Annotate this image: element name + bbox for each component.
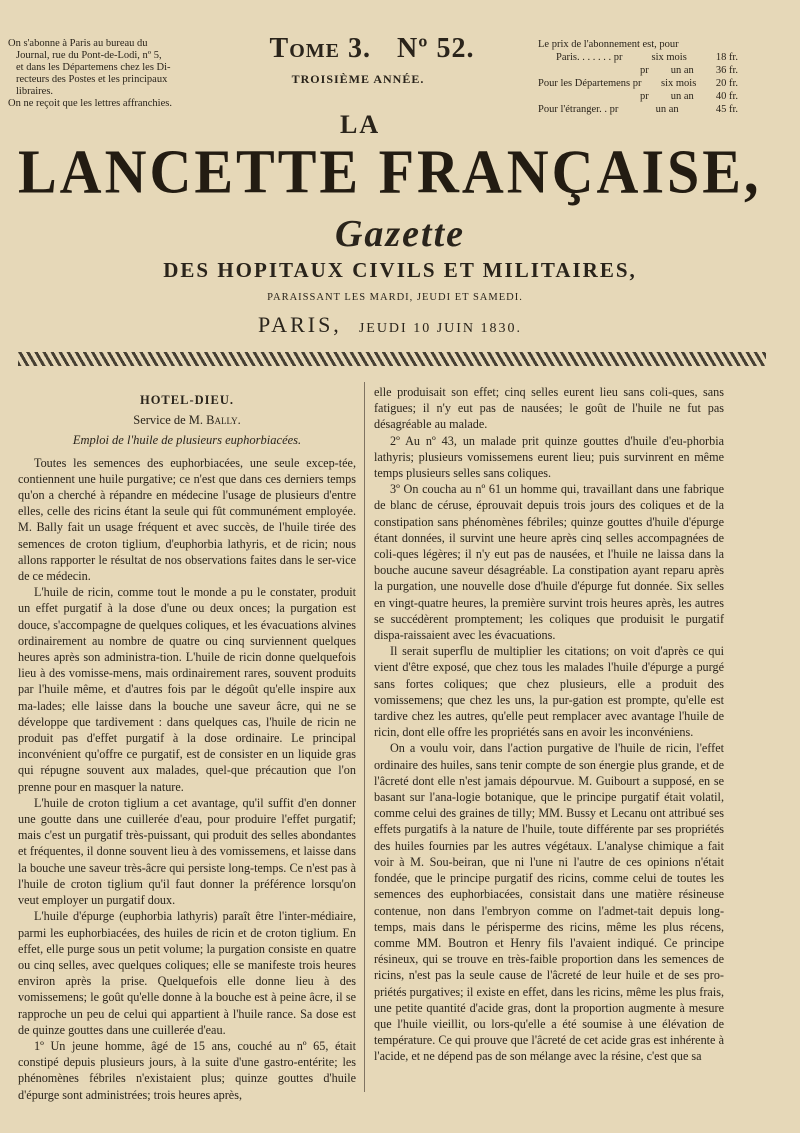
subscription-line: On s'abonne à Paris au bureau du <box>8 38 148 49</box>
article-paragraph: 3º On coucha au nº 61 un homme qui, travaillant dans une fabrique de blanc de céruse, éprouvait depuis trois jours des coliques et de la constipation sans phénomènes fébriles; quinze gouttes d'huile d'épurge étant données, il survint une heure après cinq selles accompagnées de coli-ques légères; il n'y eut pas de nausées, et l'huile ne laissa dans la bouche aucune saveur désagréable. La constipation ayant reparu après la purgation, une nouvelle dose d'huile d'épurge fut donnée. Six selles en vingt-quatre heures, la première survint trois heures après, les autres se succédèrent promptement; les coliques que produisit le purgatif dispa-raissaient avec les évacuations. <box>374 482 724 643</box>
service-name: Bally. <box>206 413 241 428</box>
price-term: un an <box>655 104 679 115</box>
ornamental-divider <box>18 352 766 366</box>
price-amount: 18 fr. <box>715 52 738 63</box>
dateline-date: JEUDI 10 JUIN 1830. <box>358 321 523 336</box>
article-column-right <box>374 384 724 1065</box>
article-paragraph: L'huile de ricin, comme tout le monde a pu le constater, produit un effet purgatif à la dose d'une ou deux onces; la purgation est douce, s'accompagne de quelques coliques, et les évacuations alvines ordinairement au nombre de quatre ou cinq surviennent quelques heures après son administra-tion. L'huile de ricin donne quelquefois lieu à des vomisse-mens, mais ordinairement rares, souvent produits par l'huile même, et d'autres fois par le dégoût qu'elle inspire aux ma-lades; elle laisse dans la bouche une saveur âcre, qui ne se développe que tardivement : dans quelques cas, l'huile de ricin ne produit pas d'effet purgatif à la dose ordinaire. Le principal inconvénient qu'offre ce purgatif, est de consister en un liquide gras qui répugne souvent aux malades, quel-que précaution que l'on prenne pour en masquer la nature. <box>18 585 356 794</box>
subscription-line: et dans les Départemens chez les Di- <box>16 62 171 73</box>
article-paragraph: 1º Un jeune homme, âgé de 15 ans, couché au nº 65, était constipé depuis plusieurs jours, à la suite d'une gastro-entérite; les phénomènes fébriles n'existaient plus; quinze gouttes d'huile d'épurge sont administrées; trois heures après, <box>18 1038 356 1102</box>
subscription-info <box>8 38 208 110</box>
article-paragraph: Toutes les semences des euphorbiacées, une seule excep-tée, contiennent une huile purgative; ce n'est que dans ces derniers temps qu'on a cherché à répandre en médecine l'usage de plusieurs d'entre elles, celle des ricins étant la seule qui fût communément employée. M. Bally fait un usage fréquent et avec succès, de l'huile tirée des semences de croton tiglium, d'euphorbia lathyris, et de ricin; nous allons rapporter le résultat de nos observations faites dans le ser-vice de ce médecin. <box>18 455 356 584</box>
price-table <box>538 38 738 116</box>
price-term: un an <box>670 65 694 76</box>
article-paragraph: L'huile de croton tiglium a cet avantage, qu'il suffit d'en donner une goutte dans une cuillerée d'eau, pour produire l'effet purgatif; mais c'est un purgatif très-puissant, qui produit des selles abondantes et fréquentes, il donne souvent lieu à des vomissemens, et laisse dans la bouche une saveur très-âcre qui persiste long-temps. Ce n'est pas à l'huile de croton tiglium qu'il faut donner la préférence lorsqu'on veut employer un purgatif doux. <box>18 795 356 908</box>
title-article: LA <box>340 110 381 139</box>
price-place: Paris. . . . . . . pr <box>556 52 623 63</box>
newspaper-title: LANCETTE FRANÇAISE, <box>18 136 762 207</box>
issue-number-block <box>262 34 482 87</box>
article-column-left <box>18 384 356 1103</box>
service-line <box>18 412 356 428</box>
price-term: un an <box>670 91 694 102</box>
issue-number: Nº 52. <box>396 33 475 64</box>
newspaper-subtitle: DES HOPITAUX CIVILS ET MILITAIRES, <box>163 258 637 282</box>
dateline-city: PARIS, <box>257 312 342 337</box>
publication-schedule: PARAISSANT LES MARDI, JEUDI ET SAMEDI. <box>267 292 523 303</box>
price-row <box>538 103 738 116</box>
price-amount: 36 fr. <box>715 65 738 76</box>
section-title: HOTEL-DIEU. <box>139 393 234 407</box>
price-term: six mois <box>661 78 697 89</box>
volume-number: Tome 3. <box>269 33 371 64</box>
price-amount: 40 fr. <box>715 91 738 102</box>
price-row <box>538 90 738 103</box>
price-place: Pour les Départemens pr <box>538 78 642 89</box>
article-paragraph: 2º Au nº 43, un malade prit quinze gouttes d'huile d'eu-phorbia lathyris; plusieurs vomissemens eurent lieu; puis survinrent en même temps plusieurs selles sans coliques. <box>374 433 724 481</box>
gazette-label: Gazette <box>334 213 466 255</box>
column-divider <box>364 382 365 1092</box>
price-term: six mois <box>651 52 687 63</box>
service-prefix: Service de M. <box>133 413 204 428</box>
subscription-line: libraires. <box>16 86 54 97</box>
price-place: pr <box>640 91 649 102</box>
price-place: pr <box>640 65 649 76</box>
price-row <box>538 51 738 64</box>
article-paragraph: elle produisait son effet; cinq selles eurent lieu sans coli-ques, sans fatigues; il n'y eut pas de nausées; le goût de l'huile ne fut pas désagréable au malade. <box>374 385 724 432</box>
price-row <box>538 77 738 90</box>
subscription-line: On ne reçoit que les lettres affranchies. <box>8 98 172 109</box>
dateline <box>0 312 760 338</box>
article-paragraph: On a voulu voir, dans l'action purgative de l'huile de ricin, l'effet ordinaire des huiles, sans tenir compte de son énergie plus grande, et de l'âcreté dont elle n'est jamais dépourvue. M. Guibourt a supposé, en se basant sur l'ana-logie botanique, que le principe purgatif était volatil, comme celui des graines de tilly; MM. Bussy et Lecanu ont attribué ses effets purgatifs à la nature de l'huile, toute différente par ses propriétés des huiles fournies par les autres végétaux. L'analyse chimique a fait voir à M. Sou-beiran, que ni l'une ni l'autre de ces opinions n'était fondée, que le principe purgatif des ricins, comme celui de toutes les semences des euphorbiacées, consistait dans une matière résineuse contenue, non dans l'embryon comme on l'admet-tait depuis long-temps, mais dans le périsperme des ricins, même les plus récens, comme MM. Boutron et Henry fils l'avaient indiqué. Ce principe résineux, qui se trouve en très-faible proportion dans les semences de ricins, n'est pas la seule cause de l'âcreté de leur huile et de ses pro-priétés purgatives; il existe en effet, dans les ricins, même les plus frais, une petite quantité d'acide gras, dont la proportion augmente à mesure que l'huile vieillit, ou lors-qu'elle a été soumise à une élévation de température. Ce qui prouve que l'âcreté de cet acide gras est inhérente à l'acide, et ne dépend pas de son mélange avec la résine, c'est que sa <box>374 741 724 1064</box>
price-amount: 20 fr. <box>715 78 738 89</box>
article-heading: Emploi de l'huile de plusieurs euphorbiacées. <box>72 433 302 448</box>
article-paragraph: Il serait superflu de multiplier les citations; on voit d'après ce qui vient d'être exposé, que chez tous les malades l'huile d'épurge a purgé sans fortes coliques; que chez plusieurs, elle a produit des vomissemens; que chez les uns, la pur-gation est prompte, qu'elle est tardive chez les autres, qu'elle peut remplacer avec avantage l'huile de ricin, dont elle offre les propriétés sans en avoir les inconvéniens. <box>374 644 724 740</box>
year-label: TROISIÈME ANNÉE. <box>291 72 425 86</box>
article-paragraph: L'huile d'épurge (euphorbia lathyris) paraît être l'inter-médiaire, parmi les euphorbiacées, des huiles de ricin et de croton tiglium. En effet, elle purge sous un petit volume; la purgation consiste en quatre ou cinq selles, avec quelques coliques; elle se manifeste trois heures environ après la prise. Quelquefois elle donne lieu à des vomissemens; le goût qu'elle donne à la bouche est à peine âcre, il se rapproche un peu de celui qui appartient à l'huile rance. Sa dose est de quinze gouttes dans une cuillerée d'eau. <box>18 909 356 1037</box>
price-intro: Le prix de l'abonnement est, pour <box>538 39 679 50</box>
price-place: Pour l'étranger. . pr <box>538 104 619 115</box>
price-row <box>538 64 738 77</box>
price-amount: 45 fr. <box>715 104 738 115</box>
subscription-line: recteurs des Postes et les principaux <box>16 74 168 85</box>
subscription-line: Journal, rue du Pont-de-Lodi, nº 5, <box>16 50 162 61</box>
